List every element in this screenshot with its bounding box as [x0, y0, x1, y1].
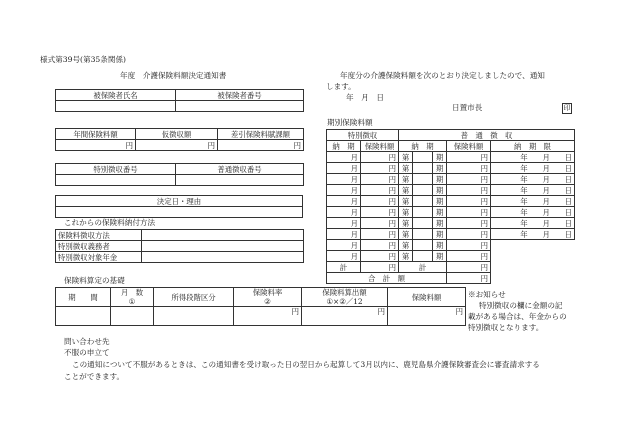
term-prefix-cell: 第	[399, 163, 413, 174]
term-prefix-cell: 第	[399, 152, 413, 163]
mayor-name: 日置市長	[452, 103, 483, 112]
term-prefix-cell: 第	[399, 174, 413, 185]
term-prefix-cell: 第	[399, 207, 413, 218]
rate-header	[234, 288, 302, 307]
rate-header-no: ②	[264, 297, 271, 306]
notes-line-1: 特別徴収の欄に金額の記	[479, 301, 563, 310]
collection-method-field	[142, 230, 304, 241]
term-suffix-cell: 期	[433, 152, 447, 163]
notes-line-3: 特別徴収となります。	[468, 323, 544, 332]
term-suffix-cell: 期	[433, 251, 447, 262]
special-term-cell: 月	[327, 196, 361, 207]
term-number-cell	[413, 174, 433, 185]
term-number-cell	[413, 218, 433, 229]
special-amount-cell: 円	[361, 152, 399, 163]
pension-field	[142, 252, 304, 263]
notice-line-1: 年度分の介護保険料額を次のとおり決定しましたので、通知	[340, 71, 545, 80]
appeal-text-1: この通知について不服があるときは、この通知書を受け取った日の翌日から起算して3月以内に、鹿児島県介護保険審査会に審査請求する	[72, 360, 540, 369]
special-term-cell: 月	[327, 251, 361, 262]
basis-table	[55, 287, 466, 326]
months-header-no: ①	[128, 297, 136, 306]
months-header-label: 月 数	[120, 288, 144, 297]
special-amount-cell: 円	[361, 185, 399, 196]
normal-amount-header: 保険料額	[447, 141, 491, 152]
amount-unit: 円	[388, 307, 466, 326]
appeal-title: 不服の申立て	[64, 348, 110, 357]
term-suffix-cell: 期	[433, 229, 447, 240]
rate-header-label: 保険料率	[252, 288, 283, 297]
term-number-cell	[413, 185, 433, 196]
net-premium-header: 差引保険料賦課額	[218, 129, 304, 140]
normal-subtotal-unit: 円	[447, 262, 491, 273]
special-amount-cell: 円	[361, 174, 399, 185]
normal-term-header: 納 期	[399, 141, 447, 152]
empty-cell	[491, 240, 575, 251]
normal-collection-header: 普 通 徴 収	[399, 130, 575, 141]
term-suffix-cell: 期	[433, 185, 447, 196]
contact-label: 問い合わせ先	[64, 337, 110, 346]
period-rows	[327, 152, 575, 262]
special-amount-cell: 円	[361, 163, 399, 174]
net-premium-unit: 円	[218, 140, 304, 151]
special-amount-header: 保険料額	[361, 141, 399, 152]
calc-unit: 円	[302, 307, 388, 326]
rate-unit: 円	[234, 307, 302, 326]
obligor-field	[142, 241, 304, 252]
special-term-cell: 月	[327, 240, 361, 251]
premium-summary-table	[55, 128, 304, 151]
document-title: 年度 介護保険料額決定通知書	[120, 71, 227, 80]
special-collection-header: 特別徴収	[327, 130, 399, 141]
payment-method-table	[55, 229, 304, 263]
term-suffix-cell: 期	[433, 240, 447, 251]
term-prefix-cell: 第	[399, 218, 413, 229]
special-number-field	[56, 175, 176, 186]
term-number-cell	[413, 229, 433, 240]
deadline-cell: 年 月 日	[491, 163, 575, 174]
term-suffix-cell: 期	[433, 218, 447, 229]
special-amount-cell: 円	[361, 229, 399, 240]
period-row	[327, 185, 575, 196]
normal-amount-cell: 円	[447, 251, 491, 262]
special-amount-cell: 円	[361, 207, 399, 218]
annual-premium-unit: 円	[56, 140, 136, 151]
term-suffix-cell: 期	[433, 207, 447, 218]
payment-method-title: これからの保険料納付方法	[64, 218, 156, 227]
special-term-cell: 月	[327, 207, 361, 218]
normal-amount-cell: 円	[447, 152, 491, 163]
normal-amount-cell: 円	[447, 229, 491, 240]
form-id: 様式第39号(第35条関係)	[40, 55, 126, 64]
calc-header	[302, 288, 388, 307]
special-term-cell: 月	[327, 185, 361, 196]
period-row	[327, 152, 575, 163]
normal-amount-cell: 円	[447, 218, 491, 229]
months-field	[111, 307, 154, 326]
period-header: 期 間	[56, 288, 111, 307]
deadline-header: 納 期 限	[491, 141, 575, 152]
notes-line-2: 載がある場合は、年金からの	[468, 312, 567, 321]
special-term-cell: 月	[327, 229, 361, 240]
months-header	[111, 288, 154, 307]
obligor-label: 特別徴収義務者	[56, 241, 142, 252]
calc-header-label: 保険料算出額	[322, 288, 367, 297]
special-term-cell: 月	[327, 174, 361, 185]
deadline-cell: 年 月 日	[491, 152, 575, 163]
special-term-cell: 月	[327, 218, 361, 229]
term-prefix-cell: 第	[399, 229, 413, 240]
normal-number-header: 普通徴収番号	[176, 164, 304, 175]
period-table-title: 期別保険料額	[327, 118, 373, 127]
deadline-cell: 年 月 日	[491, 207, 575, 218]
period-row	[327, 196, 575, 207]
total-unit: 円	[447, 273, 491, 284]
term-suffix-cell: 期	[433, 163, 447, 174]
term-number-cell	[413, 163, 433, 174]
term-prefix-cell: 第	[399, 240, 413, 251]
term-prefix-cell: 第	[399, 251, 413, 262]
special-term-cell: 月	[327, 152, 361, 163]
normal-amount-cell: 円	[447, 196, 491, 207]
appeal-text-2: ことができます。	[64, 372, 125, 381]
term-prefix-cell: 第	[399, 185, 413, 196]
provisional-unit: 円	[136, 140, 218, 151]
special-subtotal-label: 計	[327, 262, 361, 273]
special-amount-cell: 円	[361, 218, 399, 229]
calc-header-formula: ①×②／12	[326, 297, 363, 306]
normal-amount-cell: 円	[447, 207, 491, 218]
period-row	[327, 218, 575, 229]
bracket-header: 所得段階区分	[154, 288, 234, 307]
term-suffix-cell: 期	[433, 196, 447, 207]
pension-label: 特別徴収対象年金	[56, 252, 142, 263]
special-term-header: 納 期	[327, 141, 361, 152]
seal-text: 印	[563, 104, 571, 112]
normal-subtotal-label: 計	[399, 262, 447, 273]
notes-title: ※お知らせ	[468, 290, 506, 299]
term-number-cell	[413, 196, 433, 207]
deadline-cell: 年 月 日	[491, 218, 575, 229]
special-amount-cell: 円	[361, 196, 399, 207]
empty-cell	[491, 251, 575, 262]
insured-name-header: 被保険者氏名	[56, 90, 176, 101]
period-row	[327, 163, 575, 174]
bracket-field	[154, 307, 234, 326]
normal-amount-cell: 円	[447, 174, 491, 185]
decision-field	[56, 207, 303, 218]
term-number-cell	[413, 152, 433, 163]
special-amount-cell: 円	[361, 251, 399, 262]
provisional-header: 仮徴収額	[136, 129, 218, 140]
amount-header: 保険料額	[388, 288, 466, 307]
period-row	[327, 240, 575, 251]
normal-number-field	[176, 175, 304, 186]
deadline-cell: 年 月 日	[491, 185, 575, 196]
period-row	[327, 251, 575, 262]
deadline-cell: 年 月 日	[491, 229, 575, 240]
period-field	[56, 307, 111, 326]
term-number-cell	[413, 251, 433, 262]
period-row	[327, 207, 575, 218]
insured-number-header: 被保険者番号	[176, 90, 304, 101]
normal-amount-cell: 円	[447, 240, 491, 251]
decision-table	[55, 195, 303, 218]
special-amount-cell: 円	[361, 240, 399, 251]
normal-amount-cell: 円	[447, 163, 491, 174]
term-prefix-cell: 第	[399, 196, 413, 207]
official-seal	[562, 103, 572, 114]
collection-number-table	[55, 163, 304, 186]
deadline-cell: 年 月 日	[491, 196, 575, 207]
annual-premium-header: 年間保険料額	[56, 129, 136, 140]
deadline-cell: 年 月 日	[491, 174, 575, 185]
period-row	[327, 174, 575, 185]
special-term-cell: 月	[327, 163, 361, 174]
insured-number-field	[176, 101, 304, 112]
notice-line-2: します。	[326, 82, 356, 91]
term-number-cell	[413, 240, 433, 251]
term-suffix-cell: 期	[433, 174, 447, 185]
insured-name-field	[56, 101, 176, 112]
period-table	[326, 129, 575, 284]
period-row	[327, 229, 575, 240]
insured-table	[55, 89, 304, 112]
collection-method-label: 保険料徴収方法	[56, 230, 142, 241]
notice-date: 年 月 日	[346, 93, 384, 102]
term-number-cell	[413, 207, 433, 218]
total-label: 合 計 額	[327, 273, 447, 284]
special-number-header: 特別徴収番号	[56, 164, 176, 175]
special-subtotal-unit: 円	[361, 262, 399, 273]
normal-amount-cell: 円	[447, 185, 491, 196]
decision-header: 決定日・理由	[56, 196, 303, 207]
basis-title: 保険料算定の基礎	[64, 276, 125, 285]
